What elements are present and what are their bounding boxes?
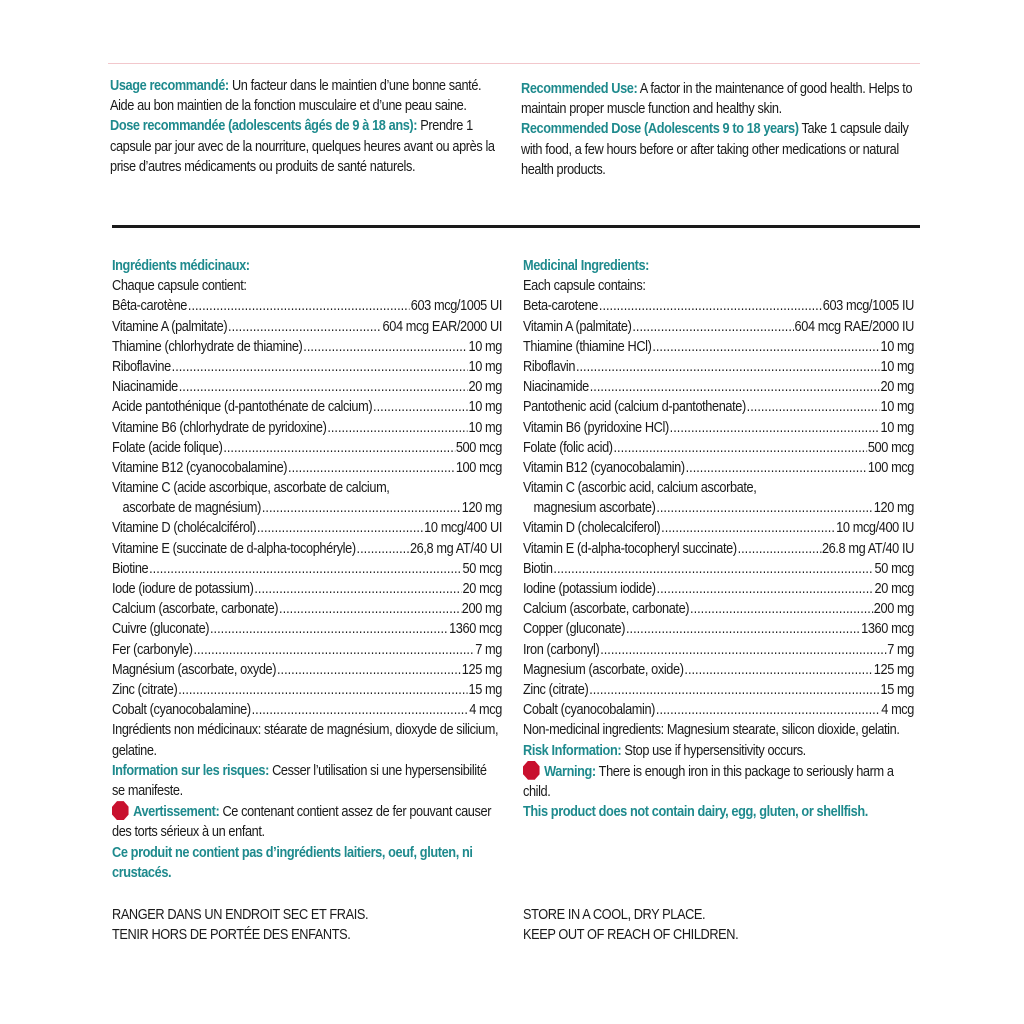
vitamin-c-row-en — [523, 498, 914, 518]
ingredient-name: Fer (carbonyle) — [112, 641, 193, 658]
ingredient-row — [523, 539, 914, 559]
ingredient-name: Pantothenic acid (calcium d-pantothenate) — [523, 399, 746, 416]
risk-text-fr: Cesser l’utilisation si une hypersensibilité se manifeste. — [112, 762, 487, 799]
storage-line1-en: STORE IN A COOL, DRY PLACE. — [523, 907, 706, 923]
dot-leader — [279, 599, 461, 619]
usage-label-en: Recommended Use: — [521, 81, 638, 97]
non-medicinal-en: Non-medicinal ingredients: Magnesium stearate, silicon dioxide, gelatin. — [523, 722, 900, 739]
dot-leader — [600, 640, 886, 660]
ingredient-row — [523, 579, 914, 599]
ingredient-row — [523, 518, 914, 538]
ingredient-amount: 10 mg — [880, 399, 914, 416]
storage-line2-en: KEEP OUT OF REACH OF CHILDREN. — [523, 927, 739, 944]
ingredient-name: Iodine (potassium iodide) — [523, 581, 656, 598]
dot-leader — [656, 498, 873, 518]
ingredient-name: Cuivre (gluconate) — [112, 621, 210, 638]
risk-text-en: Stop use if hypersensitivity occurs. — [621, 742, 806, 759]
dot-leader — [193, 640, 474, 660]
storage-line1-fr: RANGER DANS UN ENDROIT SEC ET FRAIS. — [112, 907, 369, 923]
dot-leader — [373, 397, 468, 417]
ingredient-row — [523, 559, 914, 579]
usage-paragraph-fr — [110, 76, 505, 116]
vitamin-c-amount-fr: 120 mg — [461, 500, 502, 517]
ingredients-section-fr — [112, 256, 502, 883]
ingredients-heading-en: Medicinal Ingredients: — [523, 258, 650, 274]
usage-label-fr: Usage recommandé: — [110, 78, 229, 94]
dot-leader — [149, 559, 462, 579]
ingredient-list-fr — [112, 296, 502, 478]
ingredient-row — [112, 357, 502, 377]
ingredient-amount: 26.8 mg AT/40 IU — [821, 540, 914, 557]
ingredient-name: Folate (acide folique) — [112, 439, 223, 456]
dot-leader — [614, 438, 867, 458]
ingredient-amount: 100 mcg — [455, 459, 502, 476]
ingredient-name: Vitamine B6 (chlorhydrate de pyridoxine) — [112, 419, 327, 436]
ingredient-name: Biotin — [523, 560, 553, 577]
ingredient-row — [523, 357, 914, 377]
ingredient-amount: 20 mcg — [462, 581, 502, 598]
ingredient-amount: 10 mcg/400 UI — [424, 520, 502, 537]
dot-leader — [262, 498, 461, 518]
ingredient-name: Niacinamide — [523, 379, 589, 396]
vitamin-c-line1-en: Vitamin C (ascorbic acid, calcium ascorbate, — [523, 480, 757, 497]
ingredient-amount: 50 mcg — [874, 560, 914, 577]
dot-leader — [632, 317, 793, 337]
dot-leader — [277, 660, 461, 680]
ingredient-row — [112, 680, 502, 700]
ingredient-amount: 7 mg — [887, 641, 914, 658]
ingredient-name: Calcium (ascorbate, carbonate) — [112, 601, 279, 618]
ingredient-amount: 50 mcg — [462, 560, 502, 577]
dot-leader — [288, 458, 455, 478]
risk-info-en — [523, 741, 914, 761]
ingredient-name: Magnésium (ascorbate, oxyde) — [112, 661, 277, 678]
ingredient-name: Vitamin D (cholecalciferol) — [523, 520, 661, 537]
usage-section-en — [521, 79, 916, 180]
ingredient-amount: 500 mcg — [455, 439, 502, 456]
ingredient-row — [112, 660, 502, 680]
top-divider-line — [108, 63, 920, 64]
ingredient-row — [523, 438, 914, 458]
ingredient-name: Vitamin B6 (pyridoxine HCl) — [523, 419, 669, 436]
ingredient-amount: 4 mcg — [469, 702, 502, 719]
dot-leader — [179, 377, 468, 397]
warning-octagon-icon — [112, 801, 129, 820]
ingredient-amount: 10 mg — [880, 419, 914, 436]
ingredient-name: Vitamine A (palmitate) — [112, 318, 228, 335]
dose-text-fr: Prendre 1 capsule par jour avec de la nourriture, quelques heures avant ou après la prise d’autres médicaments ou produits de santé naturels. — [110, 118, 495, 175]
ingredient-amount: 10 mg — [468, 358, 502, 375]
ingredient-amount: 500 mcg — [867, 439, 914, 456]
ingredient-row — [112, 539, 502, 559]
ingredient-amount: 100 mcg — [867, 459, 914, 476]
ingredient-amount: 15 mg — [468, 681, 502, 698]
dot-leader — [257, 518, 423, 538]
ingredient-amount: 603 mcg/1005 IU — [822, 298, 914, 315]
ingredient-name: Vitamine B12 (cyanocobalamine) — [112, 459, 288, 476]
ingredient-row — [112, 296, 502, 316]
ingredient-row — [523, 296, 914, 316]
ingredient-list2-en — [523, 518, 914, 720]
ingredient-amount: 604 mcg EAR/2000 UI — [382, 318, 502, 335]
dot-leader — [626, 619, 860, 639]
ingredient-row — [523, 599, 914, 619]
ingredient-name: Beta-carotene — [523, 298, 599, 315]
ingredient-amount: 125 mg — [461, 661, 502, 678]
risk-label-en: Risk Information: — [523, 742, 622, 759]
ingredient-name: Vitamin A (palmitate) — [523, 318, 632, 335]
ingredient-row — [112, 700, 502, 720]
ingredient-name: Iode (iodure de potassium) — [112, 581, 254, 598]
ingredient-row — [112, 397, 502, 417]
warning-text-fr: Ce contenant contient assez de fer pouvant causer des torts sérieux à un enfant. — [112, 804, 492, 841]
warning-en — [523, 761, 914, 802]
vitamin-c-row-fr — [112, 498, 502, 518]
dot-leader — [656, 700, 880, 720]
ingredient-row — [112, 599, 502, 619]
ingredient-amount: 20 mg — [880, 379, 914, 396]
ingredient-name: Vitamine D (cholécalciférol) — [112, 520, 256, 537]
warning-text-en: There is enough iron in this package to seriously harm a child. — [523, 763, 894, 800]
ingredient-list-en — [523, 296, 914, 478]
dot-leader — [303, 337, 467, 357]
ingredients-heading-fr: Ingrédients médicinaux: — [112, 258, 250, 274]
usage-text-en: A factor in the maintenance of good health. Helps to maintain proper muscle function and healthy skin. — [521, 81, 913, 118]
ingredient-row — [523, 680, 914, 700]
risk-info-fr — [112, 761, 502, 801]
ingredients-section-en — [523, 256, 914, 822]
ingredient-name: Cobalt (cyanocobalamine) — [112, 702, 251, 719]
ingredient-amount: 604 mcg RAE/2000 IU — [794, 318, 914, 335]
dot-leader — [576, 357, 880, 377]
ingredient-amount: 20 mg — [468, 379, 502, 396]
ingredient-name: Riboflavin — [523, 358, 576, 375]
dot-leader — [223, 438, 455, 458]
ingredient-row — [523, 619, 914, 639]
ingredient-amount: 10 mg — [468, 399, 502, 416]
ingredient-row — [112, 317, 502, 337]
ingredient-row — [523, 337, 914, 357]
ingredient-amount: 10 mcg/400 IU — [836, 520, 914, 537]
ingredient-row — [112, 458, 502, 478]
dot-leader — [254, 579, 461, 599]
dot-leader — [357, 539, 410, 559]
ingredient-row — [112, 640, 502, 660]
ingredient-row — [112, 619, 502, 639]
vitamin-c-line1-fr: Vitamine C (acide ascorbique, ascorbate de calcium, — [112, 480, 390, 497]
ingredient-name: Magnesium (ascorbate, oxide) — [523, 661, 684, 678]
dot-leader — [684, 660, 872, 680]
dose-paragraph-fr — [110, 116, 505, 177]
dot-leader — [747, 397, 880, 417]
ingredient-row — [112, 518, 502, 538]
ingredient-name: Niacinamide — [112, 379, 178, 396]
ingredient-name: Iron (carbonyl) — [523, 641, 600, 658]
ingredient-name: Folate (folic acid) — [523, 439, 613, 456]
ingredient-amount: 10 mg — [880, 338, 914, 355]
ingredient-amount: 125 mg — [873, 661, 914, 678]
dot-leader — [252, 700, 469, 720]
dot-leader — [657, 579, 874, 599]
ingredient-amount: 603 mcg/1005 UI — [410, 298, 502, 315]
ingredient-name: Zinc (citrate) — [112, 681, 178, 698]
ingredient-name: Calcium (ascorbate, carbonate) — [523, 601, 690, 618]
ingredient-amount: 1360 mcg — [449, 621, 502, 638]
allergen-statement-en: This product does not contain dairy, egg, gluten, or shellfish. — [523, 804, 868, 821]
warning-label-fr: Avertissement: — [133, 804, 220, 821]
dot-leader — [670, 418, 880, 438]
dot-leader — [210, 619, 448, 639]
dose-text-en: Take 1 capsule daily with food, a few hours before or after taking other medications or natural health products. — [521, 121, 909, 178]
storage-section-fr — [112, 905, 502, 945]
usage-section-fr — [110, 76, 505, 177]
ingredient-name: Vitamin B12 (cyanocobalamin) — [523, 459, 685, 476]
dose-label-fr: Dose recommandée (adolescents âgés de 9 à 18 ans): — [110, 118, 418, 135]
usage-text-fr: Un facteur dans le maintien d’une bonne santé. Aide au bon maintien de la fonction musculaire et d’une peau saine. — [110, 78, 482, 115]
warning-label-en: Warning: — [544, 763, 596, 780]
ingredient-amount: 1360 mcg — [861, 621, 914, 638]
dot-leader — [686, 458, 867, 478]
dot-leader — [172, 357, 468, 377]
ingredient-row — [523, 458, 914, 478]
dot-leader — [661, 518, 835, 538]
dot-leader — [327, 418, 467, 438]
dot-leader — [599, 296, 822, 316]
usage-paragraph-en — [521, 79, 916, 119]
ingredient-row — [112, 579, 502, 599]
vitamin-c-line2-en: magnesium ascorbate) — [533, 500, 656, 517]
ingredient-row — [112, 559, 502, 579]
ingredient-list2-fr — [112, 518, 502, 720]
ingredient-row — [523, 377, 914, 397]
ingredient-name: Bêta-carotène — [112, 298, 188, 315]
storage-section-en — [523, 905, 914, 945]
dot-leader — [652, 337, 879, 357]
ingredient-row — [523, 317, 914, 337]
ingredient-name: Vitamin E (d-alpha-tocopheryl succinate) — [523, 540, 737, 557]
dot-leader — [690, 599, 873, 619]
ingredient-amount: 20 mcg — [874, 581, 914, 598]
ingredient-name: Cobalt (cyanocobalamin) — [523, 702, 656, 719]
dot-leader — [590, 377, 880, 397]
ingredient-amount: 10 mg — [468, 338, 502, 355]
ingredient-amount: 200 mg — [461, 601, 502, 618]
ingredient-name: Acide pantothénique (d-pantothénate de calcium) — [112, 399, 373, 416]
ingredient-name: Copper (gluconate) — [523, 621, 626, 638]
ingredient-name: Zinc (citrate) — [523, 681, 589, 698]
ingredient-row — [523, 700, 914, 720]
dot-leader — [589, 680, 879, 700]
ingredient-row — [523, 640, 914, 660]
vitamin-c-amount-en: 120 mg — [873, 500, 914, 517]
section-divider — [112, 225, 920, 228]
ingredient-row — [523, 397, 914, 417]
dose-label-en: Recommended Dose (Adolescents 9 to 18 years) — [521, 121, 799, 138]
ingredients-subheading-fr: Chaque capsule contient: — [112, 278, 247, 295]
ingredient-amount: 10 mg — [468, 419, 502, 436]
ingredient-amount: 10 mg — [880, 358, 914, 375]
ingredient-name: Thiamine (thiamine HCl) — [523, 338, 652, 355]
warning-fr — [112, 801, 502, 842]
warning-octagon-icon — [523, 761, 540, 780]
ingredient-amount: 200 mg — [873, 601, 914, 618]
ingredient-row — [523, 418, 914, 438]
ingredient-amount: 26,8 mg AT/40 UI — [409, 540, 502, 557]
dot-leader — [188, 296, 410, 316]
ingredient-name: Biotine — [112, 560, 149, 577]
dot-leader — [738, 539, 822, 559]
ingredient-row — [523, 660, 914, 680]
ingredient-row — [112, 377, 502, 397]
ingredients-subheading-en: Each capsule contains: — [523, 278, 646, 295]
ingredient-row — [112, 438, 502, 458]
dot-leader — [228, 317, 382, 337]
ingredient-name: Riboflavine — [112, 358, 171, 375]
storage-line2-fr: TENIR HORS DE PORTÉE DES ENFANTS. — [112, 927, 351, 944]
risk-label-fr: Information sur les risques: — [112, 762, 269, 779]
ingredient-amount: 7 mg — [475, 641, 502, 658]
allergen-statement-fr: Ce produit ne contient pas d’ingrédients laitiers, oeuf, gluten, ni crustacés. — [112, 844, 473, 881]
dot-leader — [553, 559, 873, 579]
ingredient-row — [112, 337, 502, 357]
ingredient-name: Vitamine E (succinate de d-alpha-tocophéryle) — [112, 540, 356, 557]
dot-leader — [178, 680, 467, 700]
ingredient-name: Thiamine (chlorhydrate de thiamine) — [112, 338, 303, 355]
non-medicinal-fr: Ingrédients non médicinaux: stéarate de magnésium, dioxyde de silicium, gelatine. — [112, 722, 499, 759]
ingredient-amount: 15 mg — [880, 681, 914, 698]
ingredient-amount: 4 mcg — [881, 702, 914, 719]
vitamin-c-line2-fr: ascorbate de magnésium) — [122, 500, 261, 517]
ingredient-row — [112, 418, 502, 438]
dose-paragraph-en — [521, 119, 916, 180]
